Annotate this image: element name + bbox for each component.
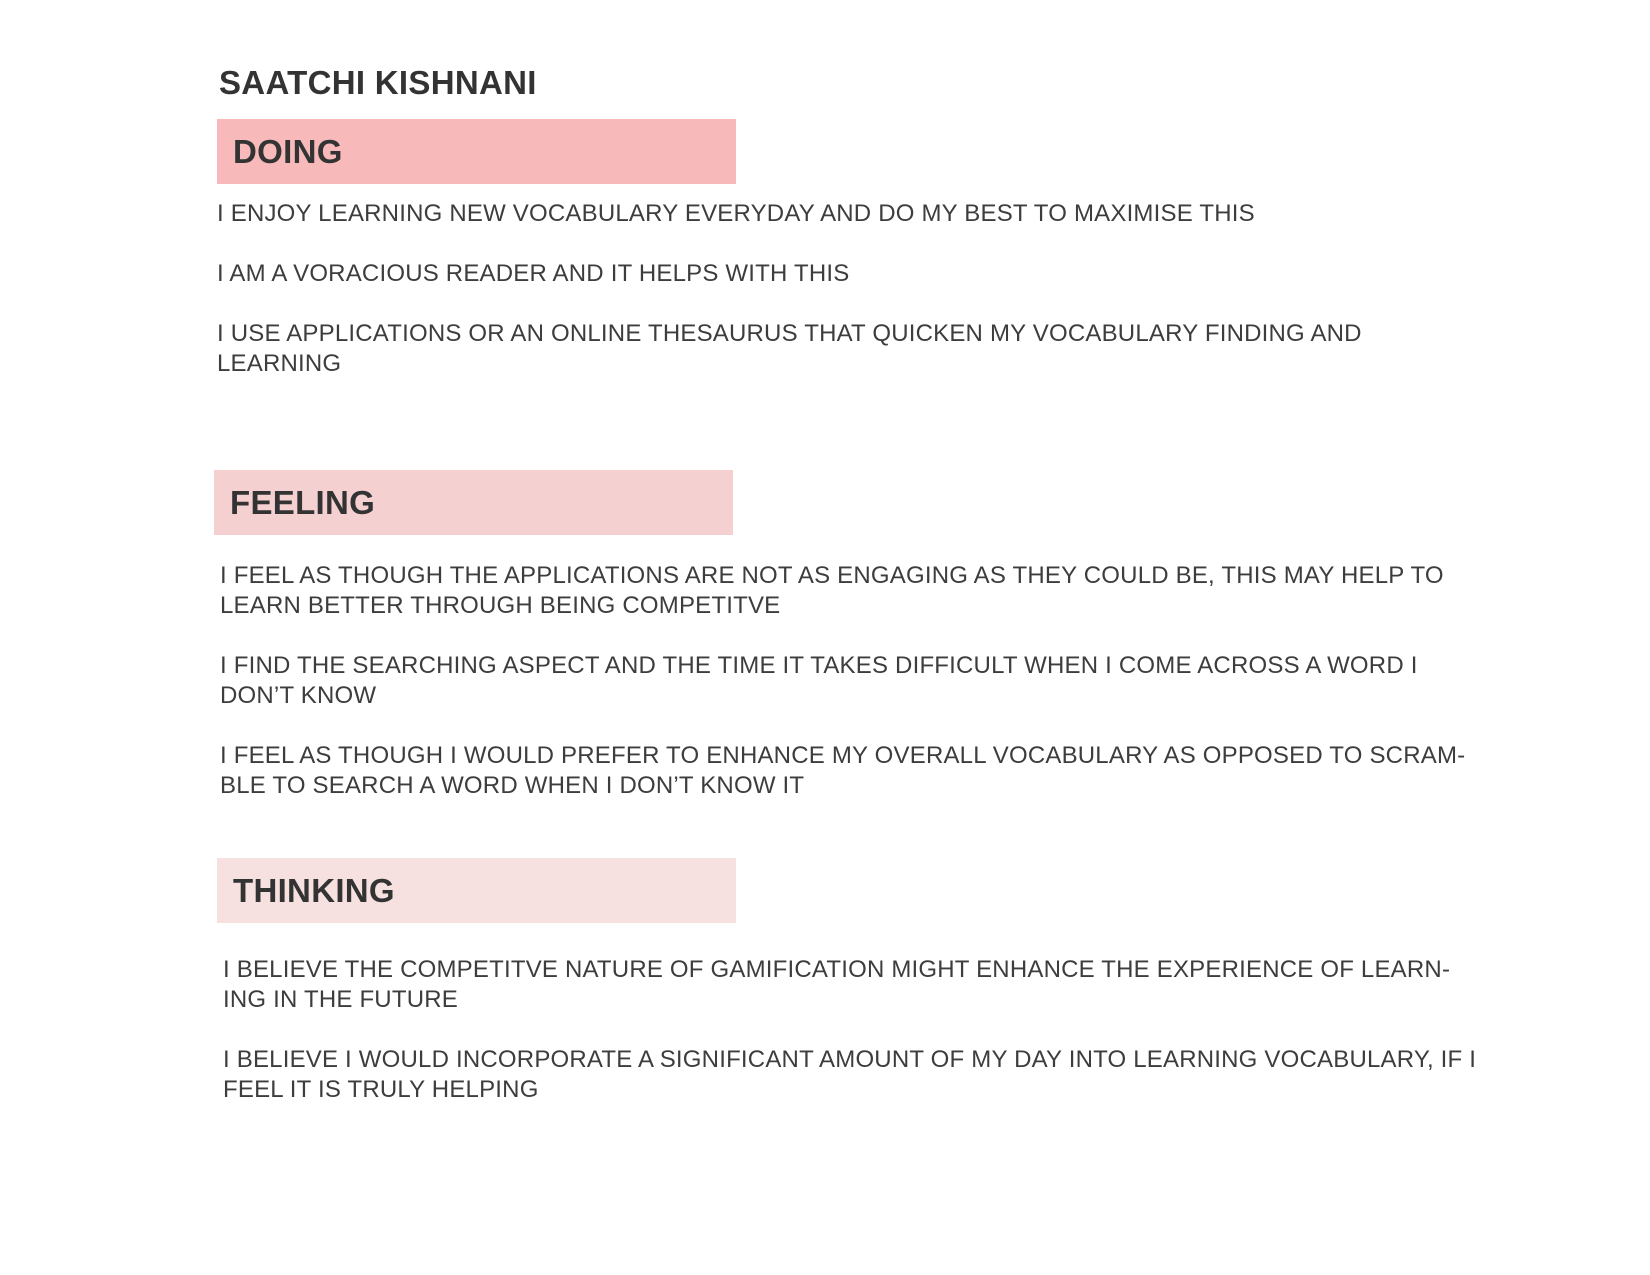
doing-header: [217, 119, 736, 184]
thinking-title: THINKING: [233, 871, 395, 909]
feeling-statement: I FEEL AS THOUGH THE APPLICATIONS ARE NOT AS ENGAGING AS THEY COULD BE, THIS MAY HELP TO LEARN BETTER THROUGH BEING COMPETITVE: [220, 562, 1444, 619]
feeling-statement: I FEEL AS THOUGH I WOULD PREFER TO ENHANCE MY OVERALL VOCABULARY AS OPPOSED TO SCRAM-BLE TO SEARCH A WORD WHEN I DON’T KNOW IT: [220, 742, 1466, 799]
doing-title: DOING: [233, 132, 343, 170]
feeling-title: FEELING: [230, 483, 376, 521]
thinking-statement: I BELIEVE I WOULD INCORPORATE A SIGNIFICANT AMOUNT OF MY DAY INTO LEARNING VOCABULARY, IF I FEEL IT IS TRULY HELPING: [223, 1046, 1477, 1103]
thinking-statements: [223, 955, 1483, 1135]
doing-statement: I ENJOY LEARNING NEW VOCABULARY EVERYDAY AND DO MY BEST TO MAXIMISE THIS: [217, 200, 1255, 227]
doing-statement: I AM A VORACIOUS READER AND IT HELPS WITH THIS: [217, 260, 850, 287]
thinking-statement: I BELIEVE THE COMPETITVE NATURE OF GAMIFICATION MIGHT ENHANCE THE EXPERIENCE OF LEARN-ING IN THE FUTURE: [223, 956, 1451, 1013]
feeling-header: [214, 470, 733, 535]
doing-statements: [217, 199, 1477, 409]
feeling-statement: I FIND THE SEARCHING ASPECT AND THE TIME IT TAKES DIFFICULT WHEN I COME ACROSS A WORD I DON’T KNOW: [220, 652, 1418, 709]
feeling-statements: [220, 561, 1480, 831]
thinking-header: [217, 858, 736, 923]
doing-statement: I USE APPLICATIONS OR AN ONLINE THESAURUS THAT QUICKEN MY VOCABULARY FINDING AND LEARNING: [217, 320, 1362, 377]
person-name: SAATCHI KISHNANI: [219, 64, 537, 101]
